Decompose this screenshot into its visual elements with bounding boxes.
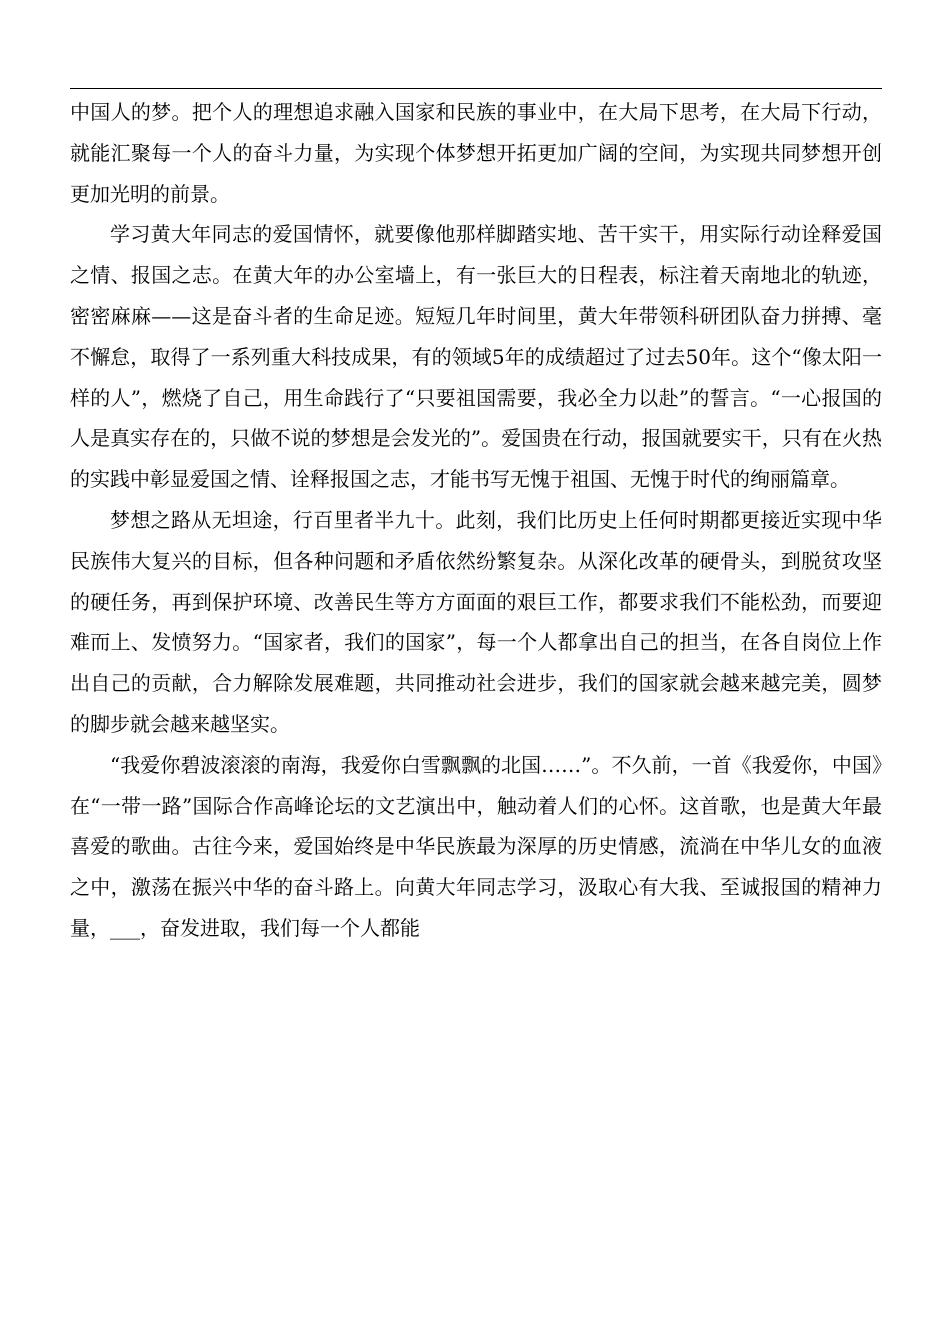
paragraph-3: 梦想之路从无坦途，行百里者半九十。此刻，我们比历史上任何时期都更接近实现中华民族伟大复兴的目标，但各种问题和矛盾依然纷繁复杂。从深化改革的硬骨头，到脱贫攻坚的硬任务，再到保护环境、改善民生等方方面面的艰巨工作，都要求我们不能松劲，而要迎难而上、发愤努力。“国家者，我们的国家”，每一个人都拿出自己的担当，在各自岗位上作出自己的贡献，合力解除发展难题，共同推动社会进步，我们的国家就会越来越完美，圆梦的脚步就会越来越坚实。 (70, 507, 882, 736)
paragraph-2: 学习黄大年同志的爱国情怀，就要像他那样脚踏实地、苦干实干，用实际行动诠释爱国之情、报国之志。在黄大年的办公室墙上，有一张巨大的日程表，标注着天南地北的轨迹，密密麻麻——这是奋斗者的生命足迹。短短几年时间里，黄大年带领科研团队奋力拼搏、毫不懈怠，取得了一系列重大科技成果，有的领域5年的成绩超过了过去50年。这个“像太阳一样的人”，燃烧了自己，用生命践行了“只要祖国需要，我必全力以赴”的誓言。“一心报国的人是真实存在的，只做不说的梦想是会发光的”。爱国贵在行动，报国就要实干，只有在火热的实践中彰显爱国之情、诠释报国之志，才能书写无愧于祖国、无愧于时代的绚丽篇章。 (70, 222, 882, 492)
document-body (70, 92, 882, 949)
paragraph-1: 中国人的梦。把个人的理想追求融入国家和民族的事业中，在大局下思考，在大局下行动，就能汇聚每一个人的奋斗力量，为实现个体梦想开拓更加广阔的空间，为实现共同梦想开创更加光明的前景。 (70, 100, 882, 206)
paragraph-4: “我爱你碧波滚滚的南海，我爱你白雪飘飘的北国……”。不久前，一首《我爱你，中国》在“一带一路”国际合作高峰论坛的文艺演出中，触动着人们的心怀。这首歌，也是黄大年最喜爱的歌曲。古往今来，爱国始终是中华民族最为深厚的历史情感，流淌在中华儿女的血液之中，激荡在振兴中华的奋斗路上。向黄大年同志学习，汲取心有大我、至诚报国的精神力量，___，奋发进取，我们每一个人都能 (70, 752, 882, 940)
header-rule (70, 88, 882, 89)
